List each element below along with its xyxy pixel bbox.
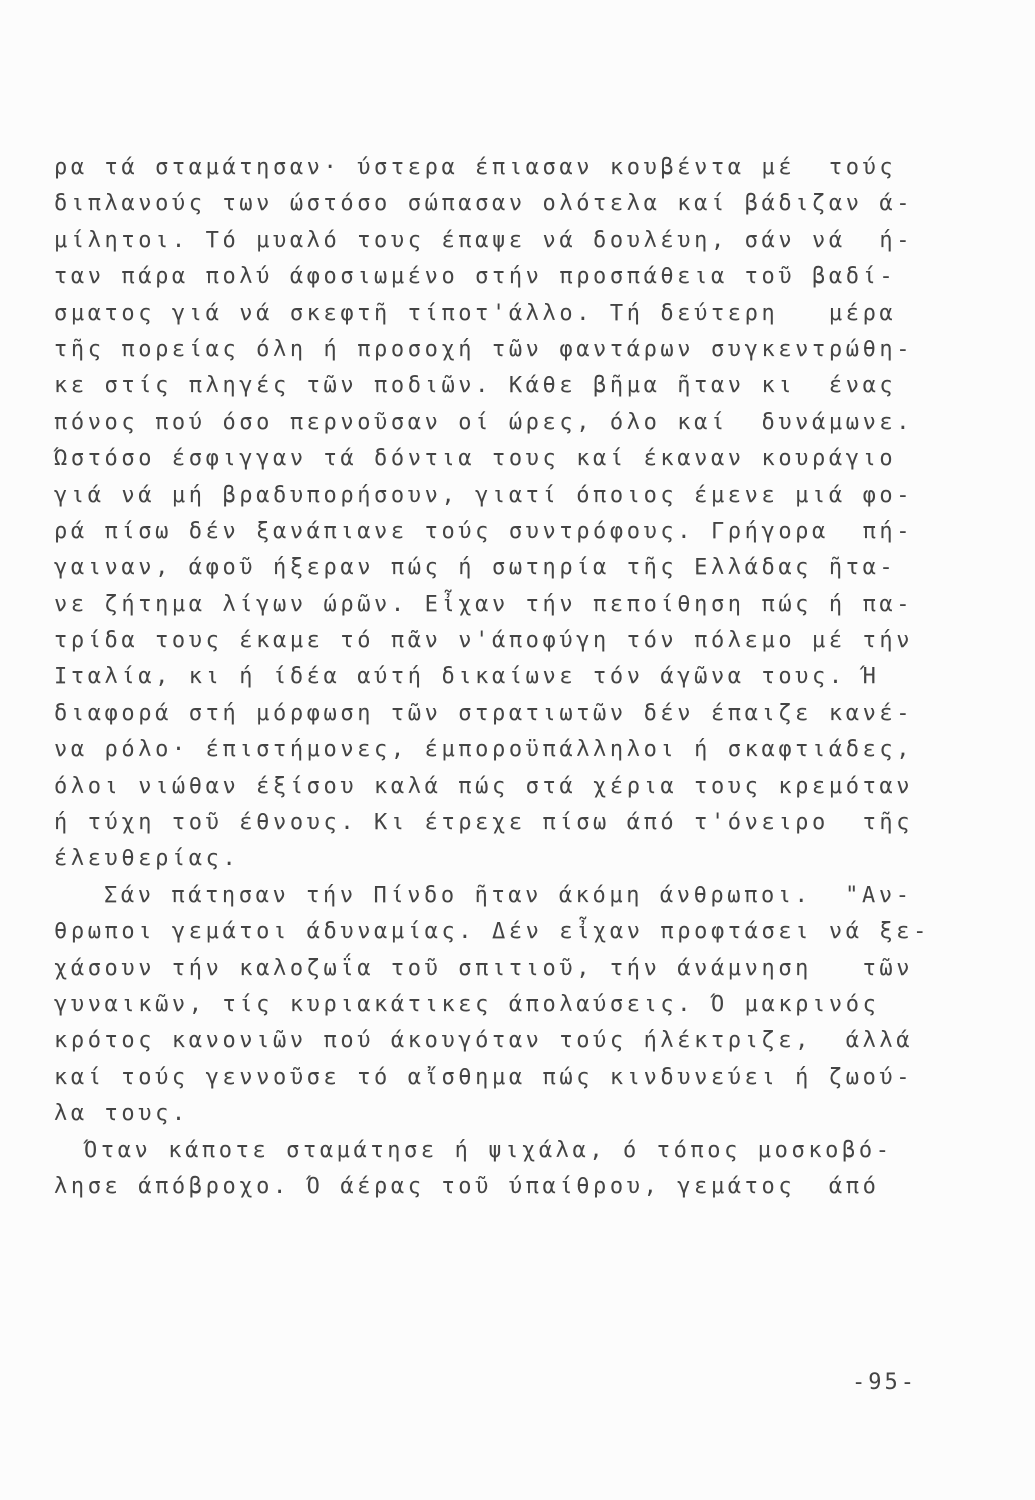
text-line: όλοι νιώθαν έξίσου καλά πώς στά χέρια τους κρεμόταν bbox=[54, 773, 914, 799]
text-line: γιά νά μή βραδυπορήσουν, γιατί όποιος έμενε μιά φο- bbox=[54, 482, 914, 508]
text-line: καί τούς γεννοῦσε τό αἴσθημα πώς κινδυνεύει ή ζωού- bbox=[54, 1064, 914, 1090]
body-text bbox=[54, 150, 954, 1205]
text-line: Ώστόσο έσφιγγαν τά δόντια τους καί έκαναν κουράγιο bbox=[54, 446, 897, 472]
text-line: σματος γιά νά σκεφτῆ τίποτ'άλλο. Τή δεύτερη μέρα bbox=[54, 300, 897, 326]
text-line: ρά πίσω δέν ξανάπιανε τούς συντρόφους. Γρήγορα πή- bbox=[54, 518, 914, 544]
text-line: τρίδα τους έκαμε τό πᾶν ν'άποφύγη τόν πόλεμο μέ τήν bbox=[54, 628, 914, 654]
text-line: λησε άπόβροχο. Ό άέρας τοῦ ύπαίθρου, γεμάτος άπό bbox=[54, 1173, 880, 1199]
text-line: Ιταλία, κι ή ίδέα αύτή δικαίωνε τόν άγῶνα τους. Ή bbox=[54, 664, 880, 690]
text-line: μίλητοι. Τό μυαλό τους έπαψε νά δουλέυη, σάν νά ή- bbox=[54, 227, 914, 253]
text-line: έλευθερίας. bbox=[54, 846, 240, 872]
text-line: πόνος πού όσο περνοῦσαν οί ώρες, όλο καί δυνάμωνε. bbox=[54, 409, 914, 435]
text-line: τῆς πορείας όλη ή προσοχή τῶν φαντάρων συγκεντρώθη- bbox=[54, 336, 914, 362]
text-line: να ρόλο· έπιστήμονες, έμποροϋπάλληλοι ή σκαφτιάδες, bbox=[54, 737, 914, 763]
text-line: νε ζήτημα λίγων ώρῶν. Εἶχαν τήν πεποίθηση πώς ή πα- bbox=[54, 591, 914, 617]
text-line: κρότος κανονιῶν πού άκουγόταν τούς ήλέκτριζε, άλλά bbox=[54, 1028, 914, 1054]
text-line: χάσουν τήν καλοζωΐα τοῦ σπιτιοῦ, τήν άνάμνηση τῶν bbox=[54, 955, 914, 981]
page-number: -95- bbox=[852, 1370, 917, 1395]
paragraph-first-line: Σάν πάτησαν τήν Πίνδο ῆταν άκόμη άνθρωποι. "Αν- bbox=[104, 882, 913, 908]
paragraph-first-line: Όταν κάποτε σταμάτησε ή ψιχάλα, ό τόπος μοσκοβό- bbox=[84, 1137, 893, 1163]
text-line: ρα τά σταμάτησαν· ύστερα έπιασαν κουβέντα μέ τούς bbox=[54, 155, 897, 180]
text-line: διαφορά στή μόρφωση τῶν στρατιωτῶν δέν έπαιζε κανέ- bbox=[54, 700, 914, 726]
text-line: ή τύχη τοῦ έθνους. Κι έτρεχε πίσω άπό τ'όνειρο τῆς bbox=[54, 810, 914, 836]
text-line: διπλανούς των ώστόσο σώπασαν ολότελα καί βάδιζαν ά- bbox=[54, 191, 914, 217]
text-line: θρωποι γεμάτοι άδυναμίας. Δέν εἶχαν προφτάσει νά ξε- bbox=[54, 919, 930, 945]
text-line: γαιναν, άφοῦ ήξεραν πώς ή σωτηρία τῆς Ελλάδας ῆτα- bbox=[54, 555, 897, 581]
text-line: κε στίς πληγές τῶν ποδιῶν. Κάθε βῆμα ῆταν κι ένας bbox=[54, 373, 897, 399]
text-line: γυναικῶν, τίς κυριακάτικες άπολαύσεις. Ό μακρινός bbox=[54, 991, 880, 1017]
text-line: ταν πάρα πολύ άφοσιωμένο στήν προσπάθεια τοῦ βαδί- bbox=[54, 264, 897, 290]
text-line: λα τους. bbox=[54, 1101, 189, 1127]
